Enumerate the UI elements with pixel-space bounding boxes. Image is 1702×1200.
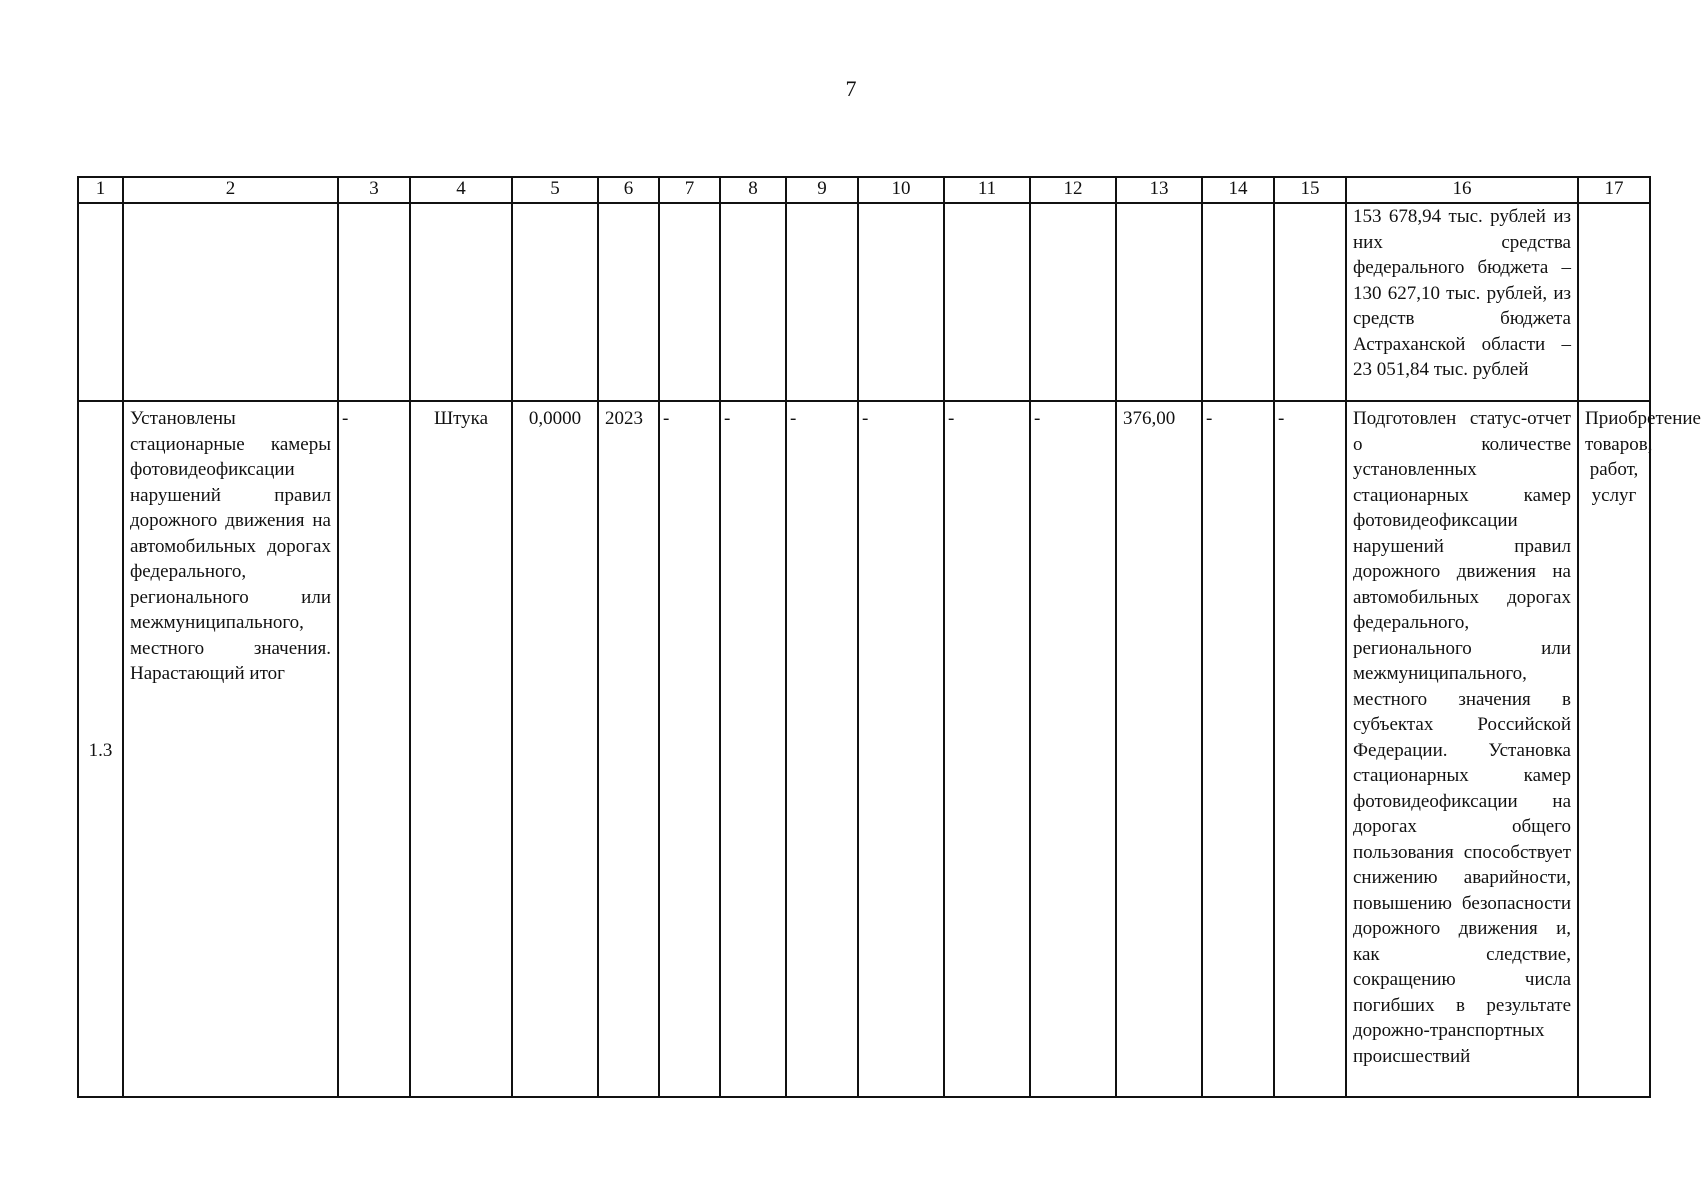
continuation-row	[78, 203, 1650, 401]
type-cell: Приобретение товаров, работ, услуг	[1578, 401, 1650, 1097]
col-header-5: 5	[512, 177, 598, 203]
target-value-cell: 376,00	[1116, 401, 1202, 1097]
cell-col14: -	[1202, 401, 1274, 1097]
col-header-12: 12	[1030, 177, 1116, 203]
cell-col3: -	[338, 401, 410, 1097]
base-value-cell: 0,0000	[512, 401, 598, 1097]
col-header-13: 13	[1116, 177, 1202, 203]
cell-col11: -	[944, 401, 1030, 1097]
row-number-cell: 1.3	[78, 401, 123, 1097]
col-header-15: 15	[1274, 177, 1346, 203]
col-header-2: 2	[123, 177, 338, 203]
cell-col15: -	[1274, 401, 1346, 1097]
cell-col9: -	[786, 401, 858, 1097]
page-number: 7	[845, 76, 857, 101]
col-header-4: 4	[410, 177, 512, 203]
col-header-14: 14	[1202, 177, 1274, 203]
col-header-7: 7	[659, 177, 720, 203]
cell-col10: -	[858, 401, 944, 1097]
cell-col7: -	[659, 401, 720, 1097]
description-cell: Подготовлен статус-отчет о количестве установленных стационарных камер фотовидеофиксации нарушений правил дорожного движения на автомобильных дорогах федерального, регионального или межмуниципального, местного значения в субъектах Российской Федерации. Установка стационарных камер фотовидеофиксации на дорогах общего пользования способствует снижению аварийности, повышению безопасности дорожного движения и, как следствие, сокращению числа погибших в результате дорожно-транспортных происшествий	[1346, 401, 1578, 1097]
cell-col12: -	[1030, 401, 1116, 1097]
main-table	[77, 176, 1701, 1098]
col-header-3: 3	[338, 177, 410, 203]
table-row	[78, 401, 1650, 1097]
cell-col8: -	[720, 401, 786, 1097]
col-header-11: 11	[944, 177, 1030, 203]
header-row	[78, 177, 1650, 203]
budget-text-cell: 153 678,94 тыс. рублей из них средства федерального бюджета – 130 627,10 тыс. рублей, из средств бюджета Астраханской области – 23 051,84 тыс. рублей	[1346, 203, 1578, 401]
col-header-10: 10	[858, 177, 944, 203]
col-header-6: 6	[598, 177, 659, 203]
col-header-8: 8	[720, 177, 786, 203]
col-header-17: 17	[1578, 177, 1650, 203]
col-header-1: 1	[78, 177, 123, 203]
indicator-name-cell: Установлены стационарные камеры фотовидеофиксации нарушений правил дорожного движения на автомобильных дорогах федерального, регионального или межмуниципального, местного значения. Нарастающий итог	[123, 401, 338, 1097]
col-header-9: 9	[786, 177, 858, 203]
base-year-cell: 2023	[598, 401, 659, 1097]
unit-cell: Штука	[410, 401, 512, 1097]
col-header-16: 16	[1346, 177, 1578, 203]
